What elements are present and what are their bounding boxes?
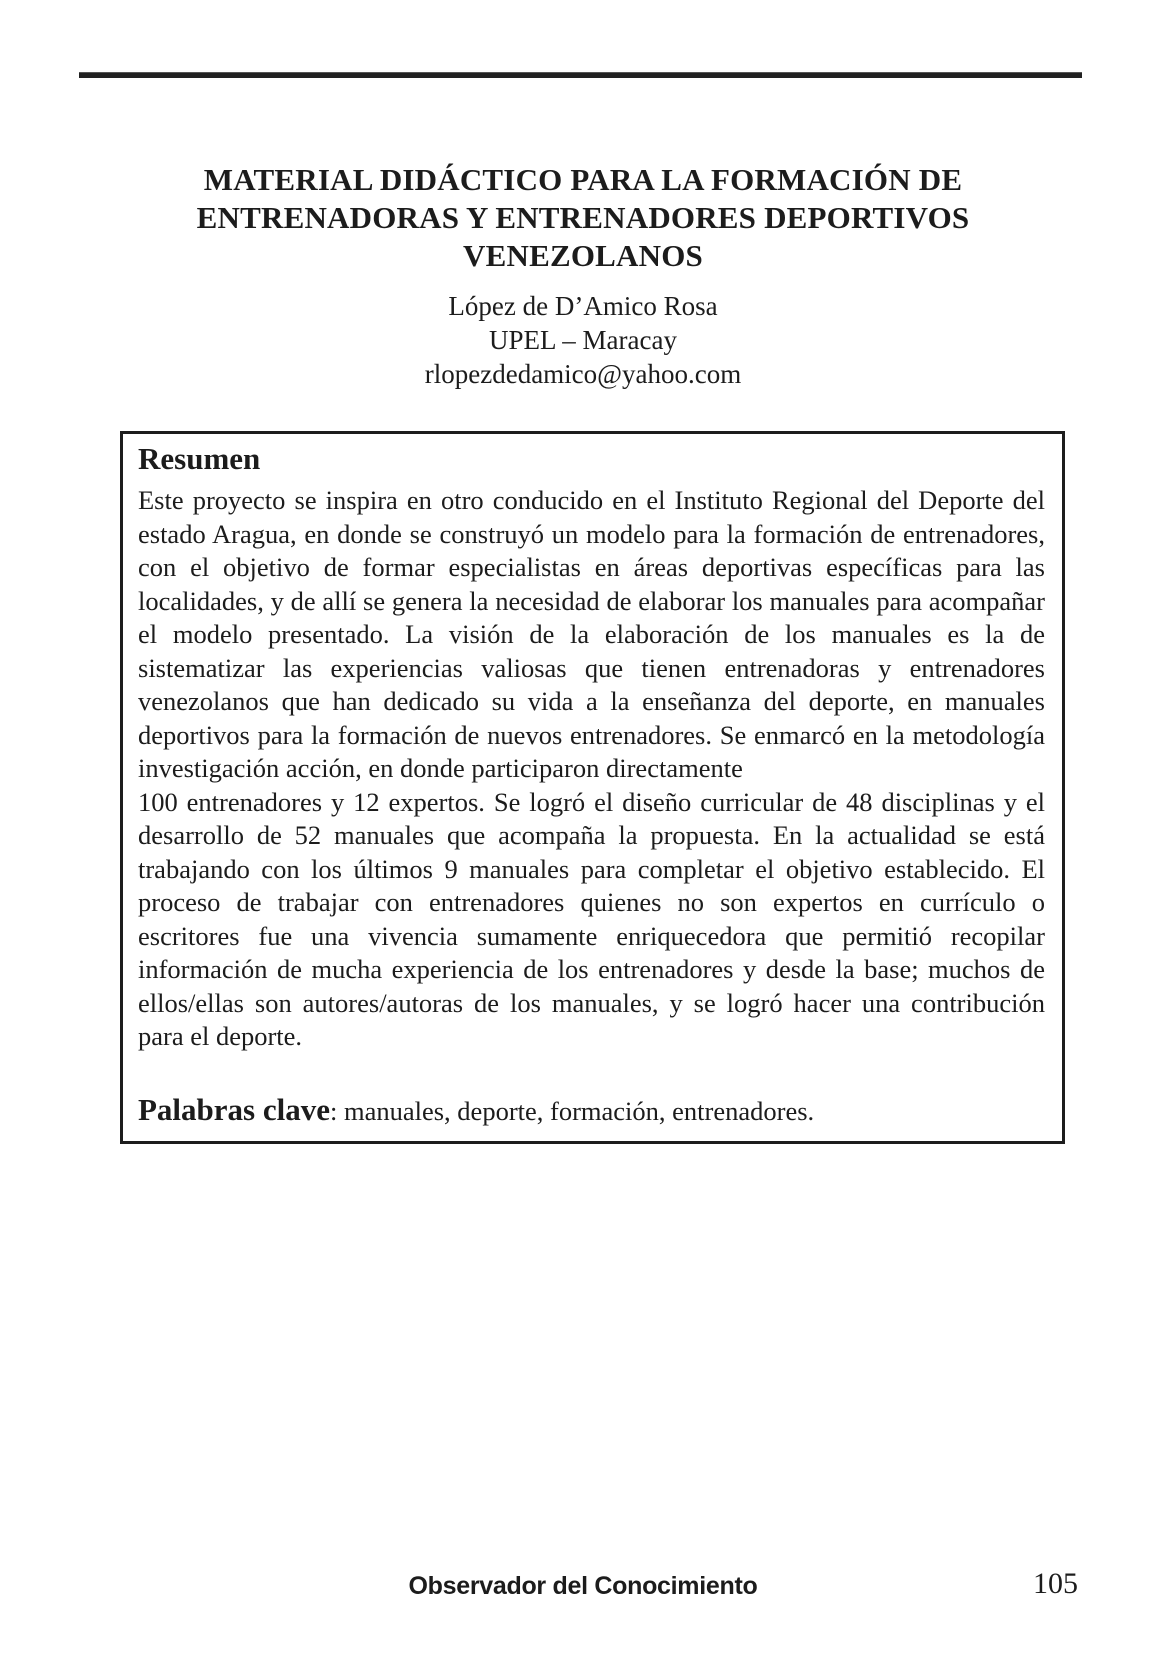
footer-journal-title: Observador del Conocimiento: [408, 1572, 758, 1600]
author-email: rlopezdedamico@yahoo.com: [424, 359, 742, 389]
abstract-paragraph-1: Este proyecto se inspira en otro conducido en el Instituto Regional del Deporte del estado Aragua, en donde se construyó un modelo para la formación de entrenadores, con el objetivo de formar especialistas en áreas deportivas específicas para las localidades, y de allí se genera la necesidad de elaborar los manuales para acompañar el modelo presentado. La visión de la elaboración de los manuales es la de sistematizar las experiencias valiosas que tienen entrenadoras y entrenadores venezolanos que han dedicado su vida a la enseñanza del deporte, en manuales deportivos para la formación de nuevos entrenadores. Se enmarcó en la metodología investigación acción, en donde participaron directamente: [138, 485, 1045, 783]
author-name: López de D’Amico Rosa: [448, 291, 718, 321]
header-rule-divider: [79, 72, 1082, 78]
keywords-text: : manuales, deporte, formación, entrenadores.: [330, 1095, 815, 1126]
page-number: 105: [1033, 1567, 1078, 1600]
keywords-label: Palabras clave: [138, 1091, 330, 1127]
article-title: [60, 161, 1106, 275]
abstract-box: [120, 431, 1065, 1144]
author-block: [0, 289, 1166, 391]
article-title-line-3: VENEZOLANOS: [463, 237, 703, 273]
abstract-paragraph-2: 100 entrenadores y 12 expertos. Se logró el diseño curricular de 48 disciplinas y el desarrollo de 52 manuales que acompaña la propuesta. En la actualidad se está trabajando con los últimos 9 manuales para completar el objetivo establecido. El proceso de trabajar con entrenadores quienes no son expertos en currículo o escritores fue una vivencia sumamente enriquecedora que permitió recopilar información de mucha experiencia de los entrenadores y desde la base; muchos de ellos/ellas son autores/autoras de los manuales, y se logró hacer una contribución para el deporte.: [138, 786, 1045, 1051]
keywords-line: [138, 1092, 1045, 1129]
author-affiliation: UPEL – Maracay: [489, 325, 677, 355]
article-title-line-2: ENTRENADORAS Y ENTRENADORES DEPORTIVOS: [196, 199, 970, 235]
abstract-heading: Resumen: [138, 441, 261, 476]
abstract-text: [138, 484, 1045, 1054]
article-title-line-1: MATERIAL DIDÁCTICO PARA LA FORMACIÓN DE: [203, 161, 963, 197]
